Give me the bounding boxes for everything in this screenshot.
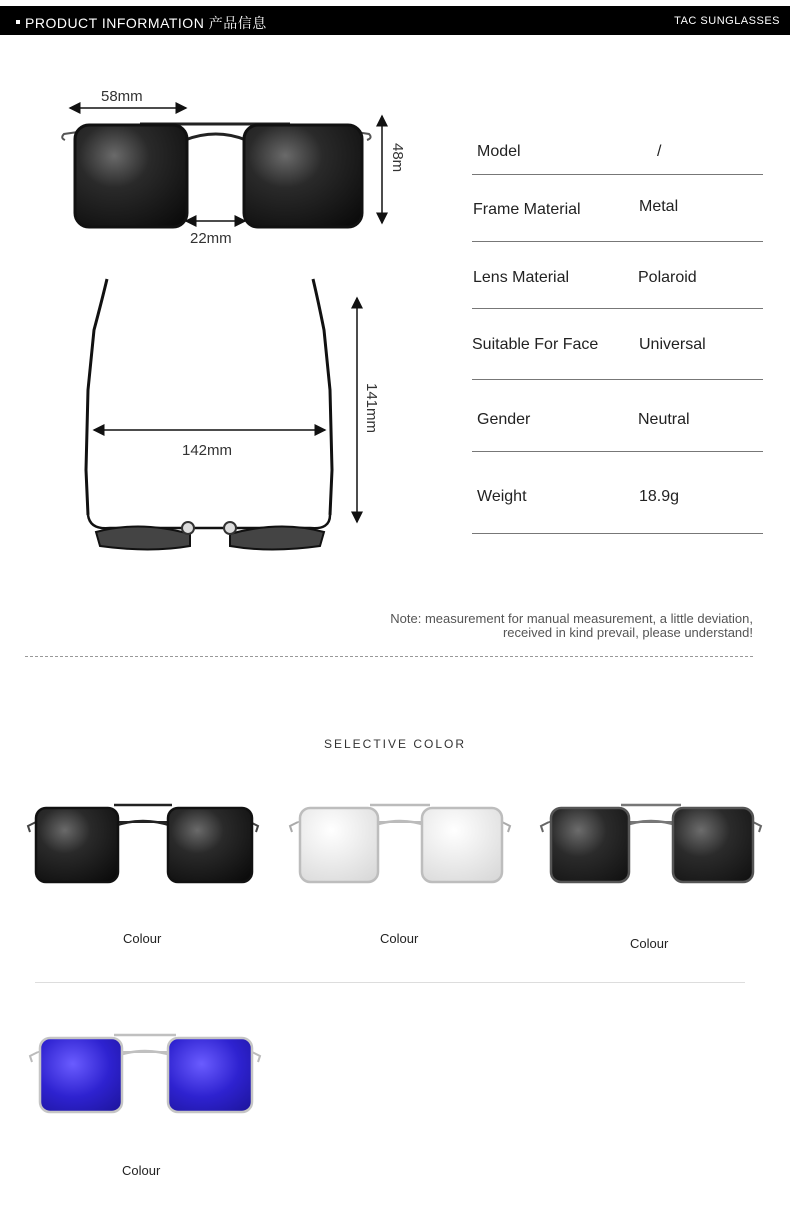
spec-label: Weight xyxy=(477,488,527,505)
spec-row-face xyxy=(472,309,763,380)
top-view-diagram xyxy=(0,0,420,560)
brand-title: TAC SUNGLASSES xyxy=(674,15,780,27)
variant-silver-glasses xyxy=(290,800,510,890)
variant-colour-label: Colour xyxy=(123,931,162,946)
spec-value: / xyxy=(657,143,662,160)
spec-value: Metal xyxy=(639,198,679,215)
dashed-divider xyxy=(25,656,753,657)
spec-label: Suitable For Face xyxy=(472,336,599,353)
lens-height-label: 48m xyxy=(389,143,406,173)
variant-divider xyxy=(35,982,745,983)
product-info-title: PRODUCT INFORMATION 产品信息 xyxy=(25,15,267,31)
variant-blue-glasses xyxy=(30,1030,260,1120)
spec-row-gender xyxy=(472,380,763,452)
spec-label: Gender xyxy=(477,411,531,428)
top-glasses xyxy=(86,279,332,550)
variant-gunmetal-glasses xyxy=(541,800,761,890)
spec-row-lens-material xyxy=(472,242,763,309)
lens-width-label: 58mm xyxy=(101,88,143,105)
spec-row-frame-material xyxy=(472,175,763,242)
note-line-1: Note: measurement for manual measurement, a little deviation, xyxy=(390,611,753,626)
spec-value: Polaroid xyxy=(638,269,697,286)
spec-value: 18.9g xyxy=(639,488,680,505)
bridge-label: 22mm xyxy=(190,230,232,247)
variant-colour-label: Colour xyxy=(122,1163,161,1178)
measurement-note xyxy=(390,612,753,640)
spec-row-model xyxy=(472,129,763,175)
variant-black-glasses xyxy=(28,800,258,890)
variant-colour-label: Colour xyxy=(380,931,419,946)
spec-value: Neutral xyxy=(638,411,690,428)
variant-colour-label: Colour xyxy=(630,936,669,951)
temple-length-label: 141mm xyxy=(363,383,380,434)
spec-label: Lens Material xyxy=(473,269,570,286)
spec-label: Model xyxy=(477,143,521,160)
spec-row-weight xyxy=(472,452,763,534)
note-line-2: received in kind prevail, please understand! xyxy=(502,625,753,640)
frame-width-label: 142mm xyxy=(182,442,233,459)
spec-value: Universal xyxy=(639,336,706,353)
spec-label: Frame Material xyxy=(473,201,581,218)
selective-color-heading: SELECTIVE COLOR xyxy=(323,737,467,751)
